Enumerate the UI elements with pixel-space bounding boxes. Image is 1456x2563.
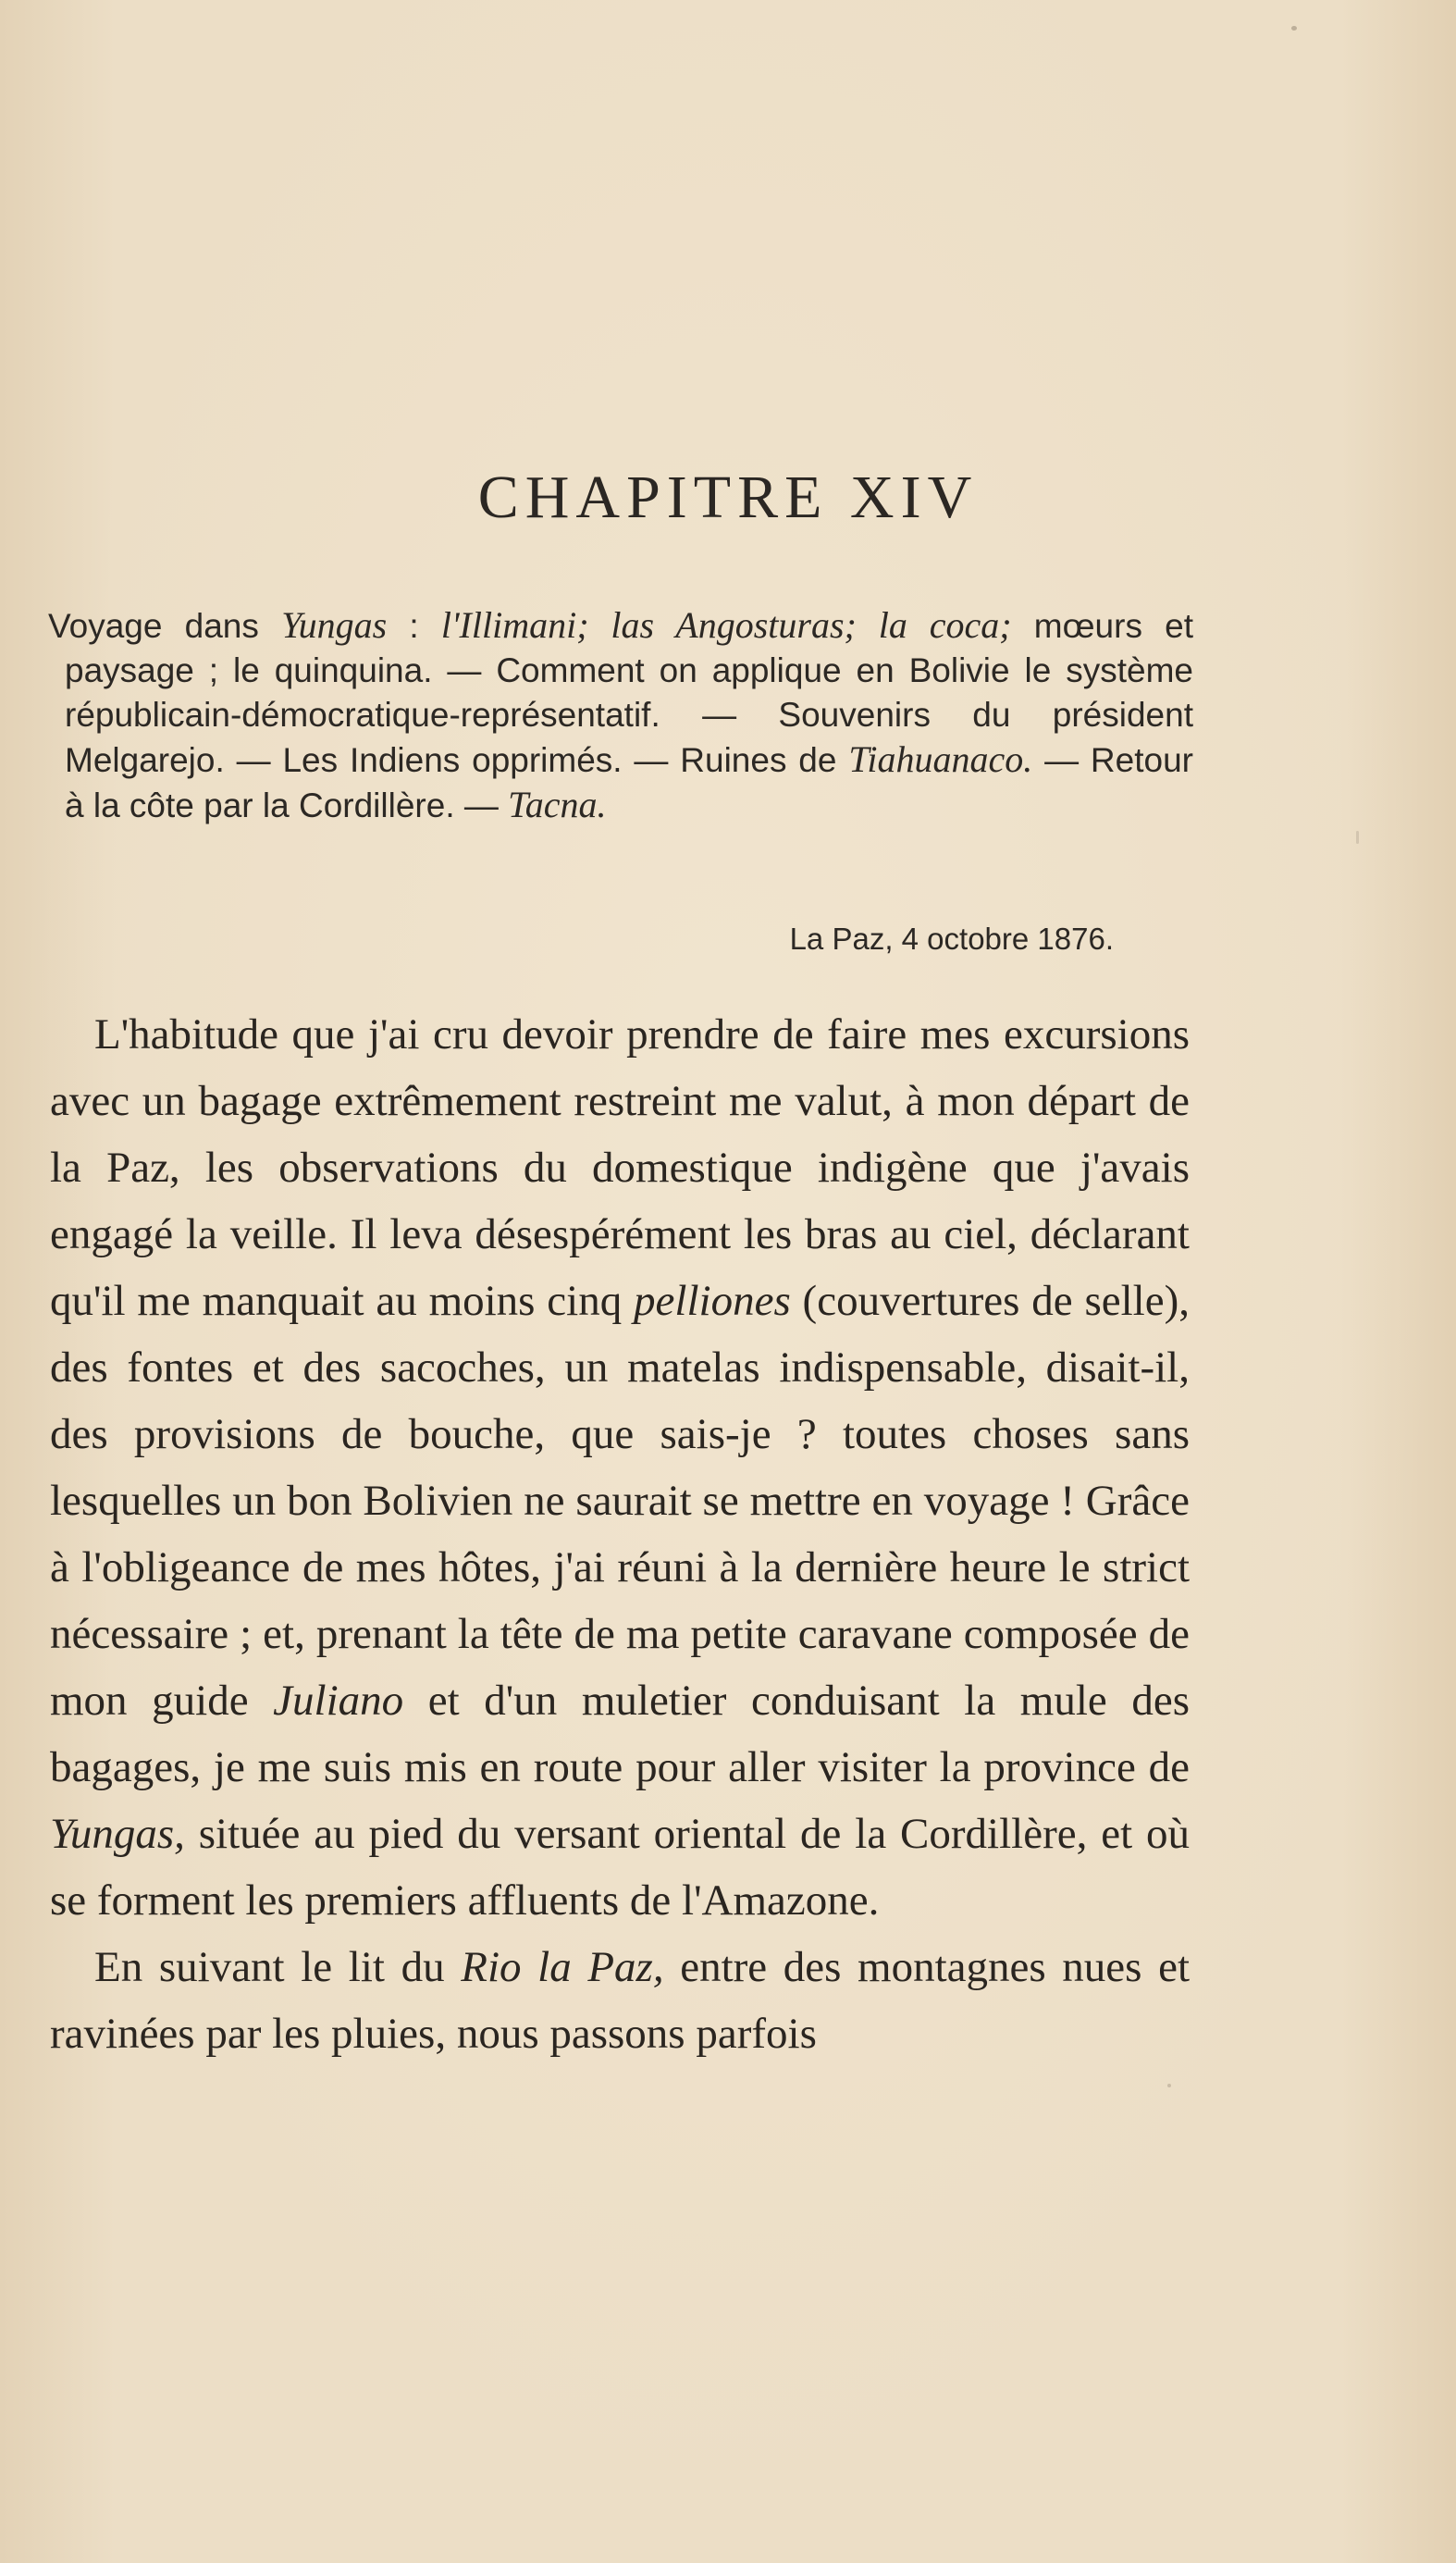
text-run: Juliano xyxy=(273,1677,404,1725)
body-text xyxy=(50,1001,1190,2067)
text-run: et d'un muletier conduisant la mule des bagages, je me suis mis en route pour aller visiter la province de xyxy=(50,1677,1190,1791)
text-run: entre des montagnes nues et ravinées par les pluies, nous passons parfois xyxy=(50,1943,1191,2058)
dateline: La Paz, 4 octobre 1876. xyxy=(789,922,1114,956)
summary-segment: : xyxy=(387,607,441,645)
text-run: située au pied du versant oriental de la Cordillère, et où se forment les premiers affluents de l'Amazone. xyxy=(50,1810,1190,1925)
text-run: Yungas, xyxy=(50,1810,185,1858)
text-run: pelliones xyxy=(634,1277,791,1325)
summary-segment: Tiahuanaco. xyxy=(848,738,1033,780)
text-run: L'habitude que j'ai cru devoir prendre de faire mes excursions avec un bagage extrêmement restreint me valut, à mon départ de la Paz, les observations du domestique indigène que j'avais engagé la veille. Il leva désespérément les bras au ciel, déclarant qu'il me manquait au moins cinq xyxy=(50,1010,1190,1325)
chapter-summary xyxy=(48,603,1193,828)
paper-speck xyxy=(1291,26,1297,31)
summary-segment: mœurs et paysage ; le quinquina. — Comment on applique en Bolivie le système républicain-démocratique-représentatif. — Souvenirs du président Melgarejo. — Les Indiens opprimés. — Ruines de xyxy=(65,607,1193,779)
summary-segment: Yungas xyxy=(281,604,388,646)
paragraph xyxy=(50,1001,1190,1934)
summary-segment: Voyage dans xyxy=(48,607,282,645)
text-run: En suivant le lit du xyxy=(94,1943,462,1991)
summary-segment: l'Illimani; las Angosturas; la coca; xyxy=(440,604,1012,646)
paragraph xyxy=(50,1934,1190,2067)
paper-speck xyxy=(1356,831,1359,844)
text-run: Rio la Paz, xyxy=(461,1943,664,1991)
paper-speck xyxy=(1167,2084,1171,2087)
summary-segment: Tacna. xyxy=(508,784,607,825)
chapter-title: CHAPITRE XIV xyxy=(477,464,979,531)
text-run: (couvertures de selle), des fontes et des sacoches, un matelas indispensable, disait-il, des provisions de bouche, que sais-je ? toutes choses sans lesquelles un bon Bolivien ne saurait se mettre en voyage ! Grâce à l'obligeance de mes hôtes, j'ai réuni à la dernière heure le strict nécessaire ; et, prenant la tête de ma petite caravane composée de mon guide xyxy=(50,1277,1190,1725)
summary-segment: — Retour à la côte par la Cordillère. — xyxy=(65,741,1193,824)
